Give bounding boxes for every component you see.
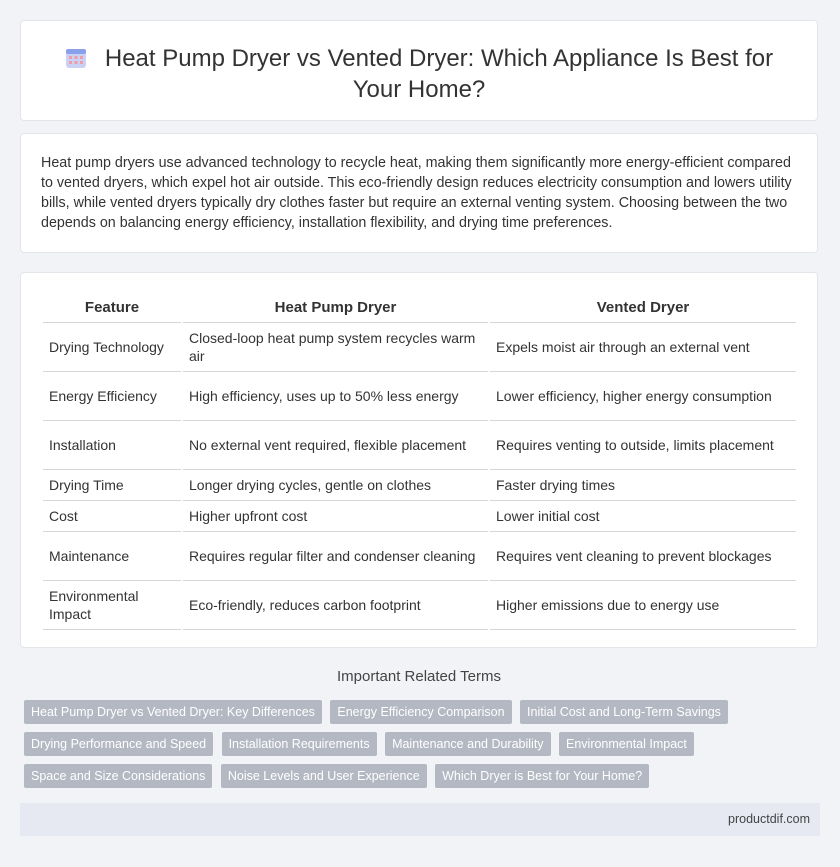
related-term-tag[interactable]: Which Dryer is Best for Your Home?	[435, 764, 649, 788]
vented-cell: Lower initial cost	[490, 501, 796, 532]
feature-cell: Maintenance	[43, 532, 181, 581]
table-row	[43, 372, 796, 421]
feature-cell: Cost	[43, 501, 181, 532]
feature-cell: Environmental Impact	[43, 581, 181, 630]
comparison-card	[20, 272, 818, 648]
feature-cell: Energy Efficiency	[43, 372, 181, 421]
vented-cell: Lower efficiency, higher energy consumption	[490, 372, 796, 421]
heat-pump-cell: Eco-friendly, reduces carbon footprint	[183, 581, 488, 630]
table-row	[43, 581, 796, 630]
feature-cell: Installation	[43, 421, 181, 470]
related-terms-list	[24, 700, 814, 796]
vented-cell: Expels moist air through an external vent	[490, 323, 796, 372]
calendar-grid-icon	[65, 47, 87, 69]
vented-cell: Higher emissions due to energy use	[490, 581, 796, 630]
related-terms-heading: Important Related Terms	[337, 668, 501, 685]
intro-paragraph: Heat pump dryers use advanced technology to recycle heat, making them significantly more energy-efficient compared to vented dryers, which expel hot air outside. This eco-friendly design reduces electricity consumption and lowers utility bills, while vented dryers typically dry clothes faster but require an external venting system. Choosing between the two depends on balancing energy efficiency, installation flexibility, and drying time preferences.	[41, 155, 792, 231]
heat-pump-cell: Higher upfront cost	[183, 501, 488, 532]
related-term-tag[interactable]: Drying Performance and Speed	[24, 732, 213, 756]
column-header-heat-pump: Heat Pump Dryer	[183, 292, 488, 323]
vented-cell: Faster drying times	[490, 470, 796, 501]
related-term-tag[interactable]: Energy Efficiency Comparison	[330, 700, 511, 724]
footer-site-link[interactable]: productdif.com	[728, 812, 810, 826]
header-card	[20, 20, 818, 121]
table-header-row	[43, 292, 796, 323]
feature-cell: Drying Time	[43, 470, 181, 501]
comparison-table	[41, 292, 798, 630]
related-term-tag[interactable]: Space and Size Considerations	[24, 764, 212, 788]
column-header-vented: Vented Dryer	[490, 292, 796, 323]
related-term-tag[interactable]: Heat Pump Dryer vs Vented Dryer: Key Differences	[24, 700, 322, 724]
table-row	[43, 532, 796, 581]
heat-pump-cell: Requires regular filter and condenser cleaning	[183, 532, 488, 581]
footer-bar	[20, 803, 820, 836]
vented-cell: Requires venting to outside, limits placement	[490, 421, 796, 470]
page-title	[61, 43, 777, 105]
related-term-tag[interactable]: Noise Levels and User Experience	[221, 764, 427, 788]
heat-pump-cell: No external vent required, flexible placement	[183, 421, 488, 470]
heat-pump-cell: Longer drying cycles, gentle on clothes	[183, 470, 488, 501]
column-header-feature: Feature	[43, 292, 181, 323]
heat-pump-cell: Closed-loop heat pump system recycles warm air	[183, 323, 488, 372]
table-row	[43, 470, 796, 501]
table-row	[43, 323, 796, 372]
table-row	[43, 421, 796, 470]
table-row	[43, 501, 796, 532]
related-term-tag[interactable]: Initial Cost and Long-Term Savings	[520, 700, 728, 724]
vented-cell: Requires vent cleaning to prevent blockages	[490, 532, 796, 581]
feature-cell: Drying Technology	[43, 323, 181, 372]
page-title-text: Heat Pump Dryer vs Vented Dryer: Which Appliance Is Best for Your Home?	[104, 45, 774, 103]
intro-card	[20, 133, 818, 253]
heat-pump-cell: High efficiency, uses up to 50% less energy	[183, 372, 488, 421]
related-term-tag[interactable]: Installation Requirements	[222, 732, 377, 756]
related-term-tag[interactable]: Environmental Impact	[559, 732, 694, 756]
related-term-tag[interactable]: Maintenance and Durability	[385, 732, 550, 756]
